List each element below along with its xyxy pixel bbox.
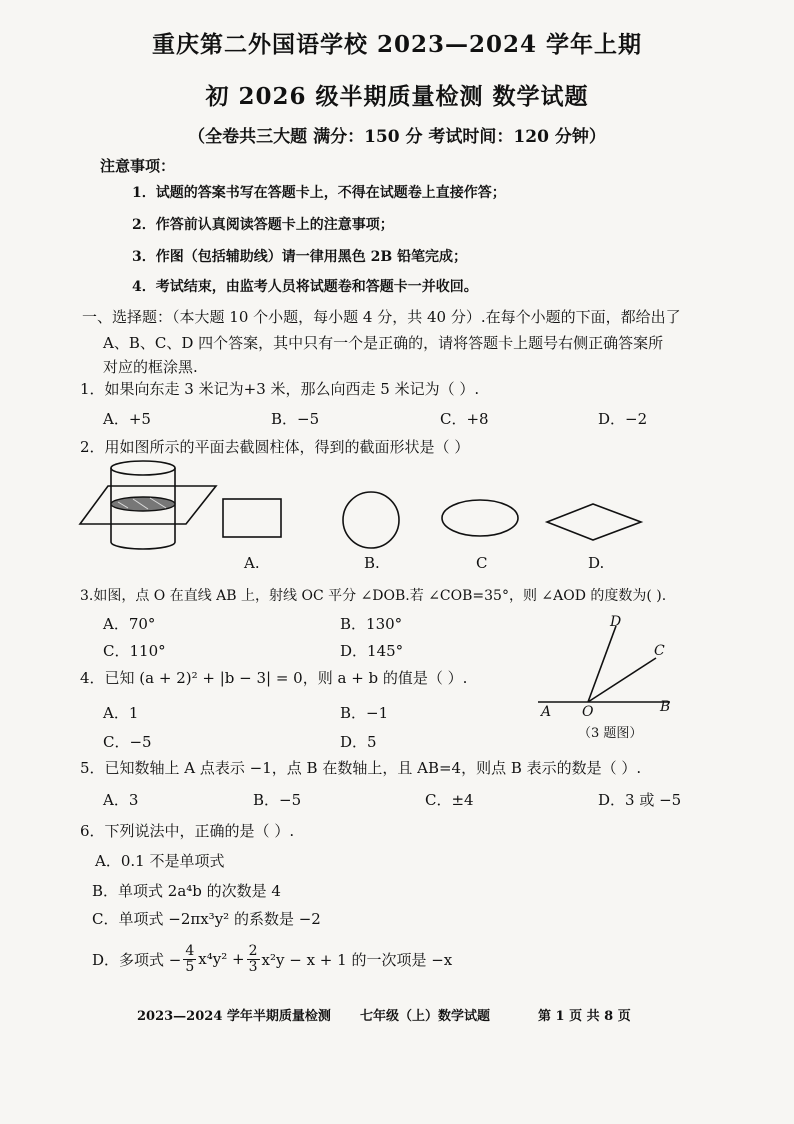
q6-option-b: B．单项式 2a⁴b 的次数是 4 (92, 882, 281, 900)
q1-option-b: B．−5 (271, 410, 320, 428)
point-o-label: O (582, 704, 594, 720)
q2-option-d: D. (588, 554, 605, 572)
q6-d-mid: x⁴y² + (198, 950, 245, 969)
q6-d-tail: x²y − x + 1 的一次项是 −x (261, 950, 453, 969)
q6-d-fraction-2 (247, 944, 260, 974)
q5-option-a: A．3 (103, 791, 139, 809)
q3-option-a: A．70° (103, 615, 156, 633)
q6-option-d (92, 944, 452, 974)
ellipse-shape (440, 498, 520, 540)
school-title: 重庆第二外国语学校 2023—2024 学年上期 (151, 31, 643, 58)
q6-d-frac1-denominator: 5 (185, 958, 195, 975)
q4-stem: 4．已知 (a + 2)² + |b − 3| = 0，则 a + b 的值是（ ）. (80, 669, 468, 687)
note-item-1: 1．试题的答案书写在答题卡上，不得在试题卷上直接作答； (132, 185, 506, 201)
q5-option-c: C．±4 (425, 791, 474, 809)
q6-d-fraction-1 (183, 944, 196, 974)
q2-option-b: B. (364, 554, 380, 572)
q3-figure-caption: （3 题图） (578, 726, 643, 741)
q3-option-c: C．110° (103, 642, 166, 660)
q6-d-frac1-numerator: 4 (185, 943, 195, 959)
point-a-label: A (541, 704, 552, 720)
note-item-4: 4．考试结束，由监考人员将试题卷和答题卡一并收回。 (132, 279, 478, 295)
q5-option-b: B．−5 (253, 791, 302, 809)
rhombus-shape (545, 502, 645, 542)
footer-exam: 2023—2024 学年半期质量检测 (137, 1009, 331, 1024)
q3-stem: 3.如图，点 O 在直线 AB 上，射线 OC 平分 ∠DOB.若 ∠COB=35°，则 ∠AOD 的度数为( ). (80, 588, 667, 604)
q3-option-d: D．145° (340, 642, 404, 660)
note-item-3: 3．作图（包括辅助线）请一律用黑色 2B 铅笔完成； (132, 249, 468, 265)
exam-info: （全卷共三大题 满分：150 分 考试时间：120 分钟） (188, 127, 606, 147)
footer-page-number: 第 1 页 共 8 页 (538, 1009, 631, 1024)
angle-figure (530, 612, 680, 712)
q4-option-a: A．1 (103, 704, 139, 722)
q3-option-b: B．130° (340, 615, 403, 633)
q4-option-b: B．−1 (340, 704, 389, 722)
q1-option-a: A．+5 (103, 410, 151, 428)
q6-stem: 6．下列说法中，正确的是（ ）. (80, 822, 295, 840)
section1-heading-line2: A、B、C、D 四个答案，其中只有一个是正确的，请将答题卡上题号右侧正确答案所 (103, 334, 664, 352)
section1-heading-line1: 一、选择题：（本大题 10 个小题，每小题 4 分，共 40 分）.在每个小题的下面，都给出了 (82, 308, 681, 326)
footer-grade: 七年级（上）数学试题 (360, 1009, 491, 1024)
q4-option-d: D．5 (340, 733, 377, 751)
q6-d-frac2-numerator: 2 (248, 943, 258, 959)
q5-stem: 5．已知数轴上 A 点表示 −1，点 B 在数轴上，且 AB=4，则点 B 表示的数是（ ）. (80, 759, 642, 777)
q4-option-c: C．−5 (103, 733, 152, 751)
q5-option-d: D．3 或 −5 (598, 791, 682, 809)
point-b-label: B (660, 699, 671, 715)
q2-stem: 2．用如图所示的平面去截圆柱体，得到的截面形状是（ ） (80, 438, 470, 456)
notes-heading: 注意事项： (100, 157, 176, 175)
q1-option-c: C．+8 (440, 410, 489, 428)
q6-option-c: C．单项式 −2πx³y² 的系数是 −2 (92, 910, 321, 928)
cylinder-cut-figure (78, 456, 218, 556)
point-d-label: D (610, 614, 622, 630)
q1-stem: 1．如果向东走 3 米记为+3 米，那么向西走 5 米记为（ ）. (80, 380, 480, 398)
q2-option-a: A. (244, 554, 260, 572)
note-item-2: 2．作答前认真阅读答题卡上的注意事项； (132, 217, 394, 233)
q2-option-c: C (476, 554, 488, 572)
q6-d-frac2-denominator: 3 (248, 958, 258, 975)
circle-shape (340, 491, 402, 551)
q1-option-d: D．−2 (598, 410, 648, 428)
q6-option-a: A．0.1 不是单项式 (95, 852, 225, 870)
section1-heading-line3: 对应的框涂黑. (103, 358, 198, 376)
q6-d-prefix: D．多项式 − (92, 950, 182, 969)
rectangle-shape (222, 498, 284, 540)
point-c-label: C (654, 643, 665, 659)
exam-title: 初 2026 级半期质量检测 数学试题 (205, 83, 589, 110)
